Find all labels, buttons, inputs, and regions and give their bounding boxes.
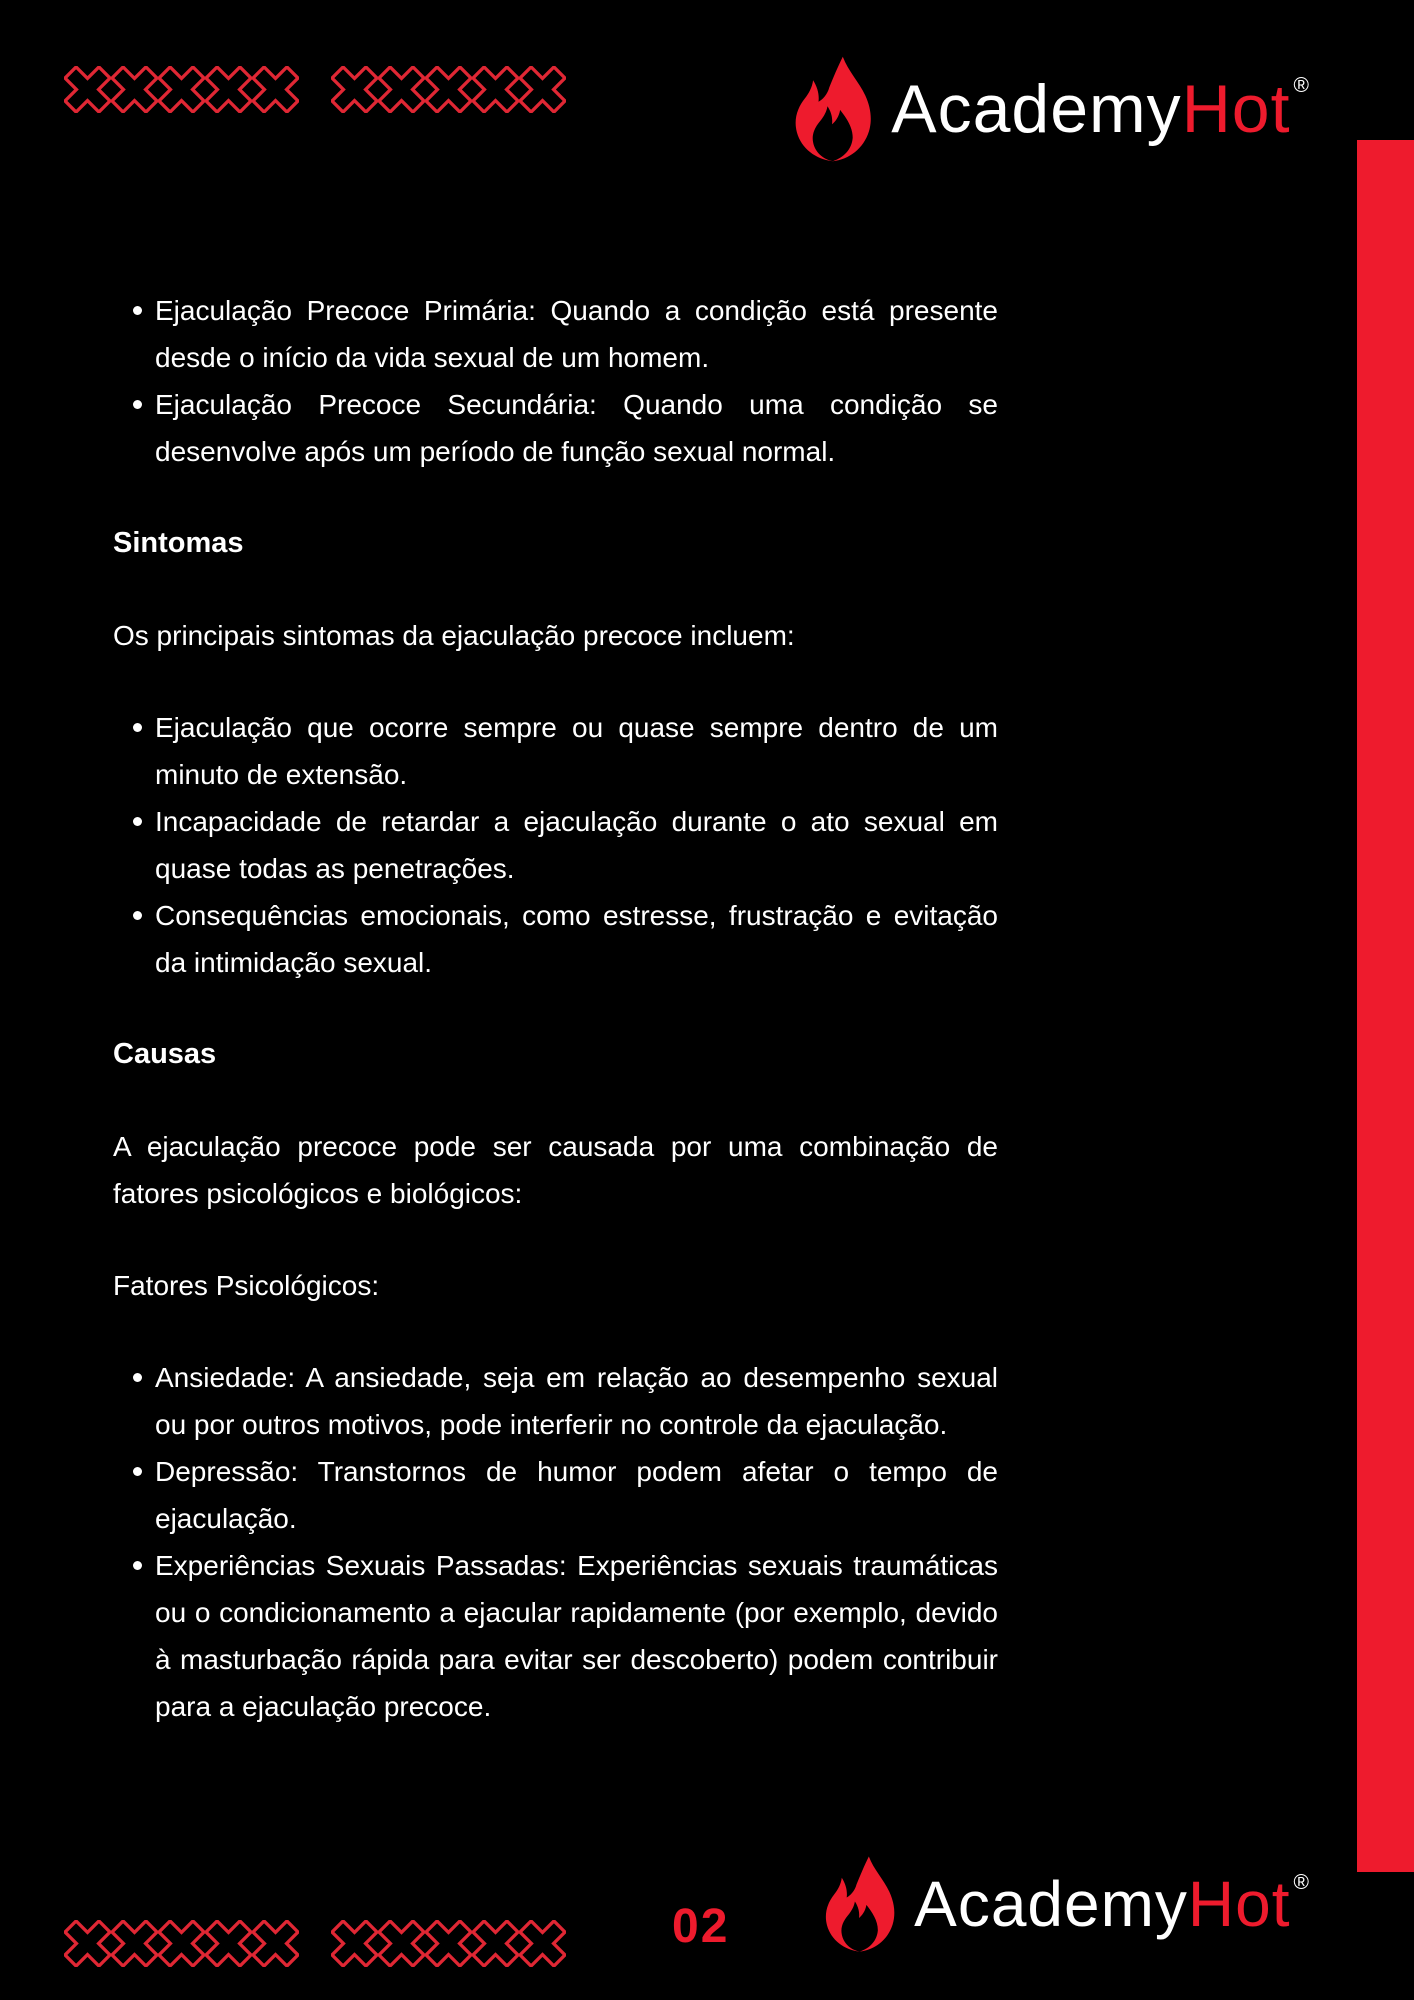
x-cross-icon xyxy=(252,66,299,113)
x-cross-icon xyxy=(425,66,472,113)
x-cross-icon xyxy=(472,1920,519,1967)
x-cross-icon xyxy=(378,1920,425,1967)
x-cross-icon xyxy=(252,1920,299,1967)
brand-wordmark xyxy=(914,1867,1310,1941)
brand-name-accent: Hot xyxy=(1181,71,1291,147)
x-pattern-group xyxy=(331,66,566,113)
bullet-item: Ejaculação Precoce Secundária: Quando uma condição se desenvolve após um período de função sexual normal. xyxy=(113,381,998,475)
right-accent-bar xyxy=(1357,140,1414,1872)
bullet-item: Depressão: Transtornos de humor podem afetar o tempo de ejaculação. xyxy=(113,1448,998,1542)
x-pattern-group xyxy=(64,1920,299,1967)
x-cross-icon xyxy=(205,1920,252,1967)
x-cross-icon xyxy=(378,66,425,113)
x-cross-icon xyxy=(158,66,205,113)
flame-icon xyxy=(818,1852,900,1956)
registered-trademark-symbol: ® xyxy=(1293,74,1310,97)
page-content xyxy=(113,287,998,1775)
bullet-item: Consequências emocionais, como estresse, frustração e evitação da intimidação sexual. xyxy=(113,892,998,986)
brand-logo-bottom xyxy=(818,1852,1310,1956)
flame-icon xyxy=(787,54,877,164)
sintomas-intro-paragraph: Os principais sintomas da ejaculação precoce incluem: xyxy=(113,620,795,651)
x-cross-icon xyxy=(331,1920,378,1967)
x-cross-icon xyxy=(519,1920,566,1967)
section-heading-causas: Causas xyxy=(113,1038,217,1070)
brand-name-primary: Academy xyxy=(891,71,1182,147)
page-number: 02 xyxy=(672,1900,730,1953)
section-heading-sintomas: Sintomas xyxy=(113,527,244,559)
x-cross-icon xyxy=(331,66,378,113)
bullet-item: Ejaculação que ocorre sempre ou quase sempre dentro de um minuto de extensão. xyxy=(113,704,998,798)
brand-name-accent: Hot xyxy=(1187,1868,1291,1940)
x-pattern-group xyxy=(64,66,299,113)
x-cross-icon xyxy=(64,1920,111,1967)
sintomas-bullet-list xyxy=(113,704,998,986)
types-bullet-list xyxy=(113,287,998,475)
bullet-item: Experiências Sexuais Passadas: Experiências sexuais traumáticas ou o condicionamento a ejacular rapidamente (por exemplo, devido à masturbação rápida para evitar ser descoberto) podem contribuir para a ejaculação precoce. xyxy=(113,1542,998,1730)
bullet-item: Ansiedade: A ansiedade, seja em relação ao desempenho sexual ou por outros motivos, pode interferir no controle da ejaculação. xyxy=(113,1354,998,1448)
x-cross-icon xyxy=(472,66,519,113)
causas-intro-paragraph: A ejaculação precoce pode ser causada por uma combinação de fatores psicológicos e biológicos: xyxy=(113,1131,998,1209)
bullet-item: Ejaculação Precoce Primária: Quando a condição está presente desde o início da vida sexual de um homem. xyxy=(113,287,998,381)
brand-name-primary: Academy xyxy=(914,1868,1188,1940)
x-cross-icon xyxy=(64,66,111,113)
bullet-item: Incapacidade de retardar a ejaculação durante o ato sexual em quase todas as penetrações. xyxy=(113,798,998,892)
x-cross-icon xyxy=(205,66,252,113)
bottom-x-pattern xyxy=(64,1920,566,1967)
x-pattern-group xyxy=(331,1920,566,1967)
x-cross-icon xyxy=(425,1920,472,1967)
brand-wordmark xyxy=(891,70,1310,148)
fatores-bullet-list xyxy=(113,1354,998,1730)
x-cross-icon xyxy=(519,66,566,113)
top-x-pattern xyxy=(64,66,566,113)
brand-logo-top xyxy=(787,54,1310,164)
x-cross-icon xyxy=(111,66,158,113)
registered-trademark-symbol: ® xyxy=(1293,1871,1310,1894)
subheading-fatores-psicologicos: Fatores Psicológicos: xyxy=(113,1270,380,1301)
x-cross-icon xyxy=(111,1920,158,1967)
x-cross-icon xyxy=(158,1920,205,1967)
